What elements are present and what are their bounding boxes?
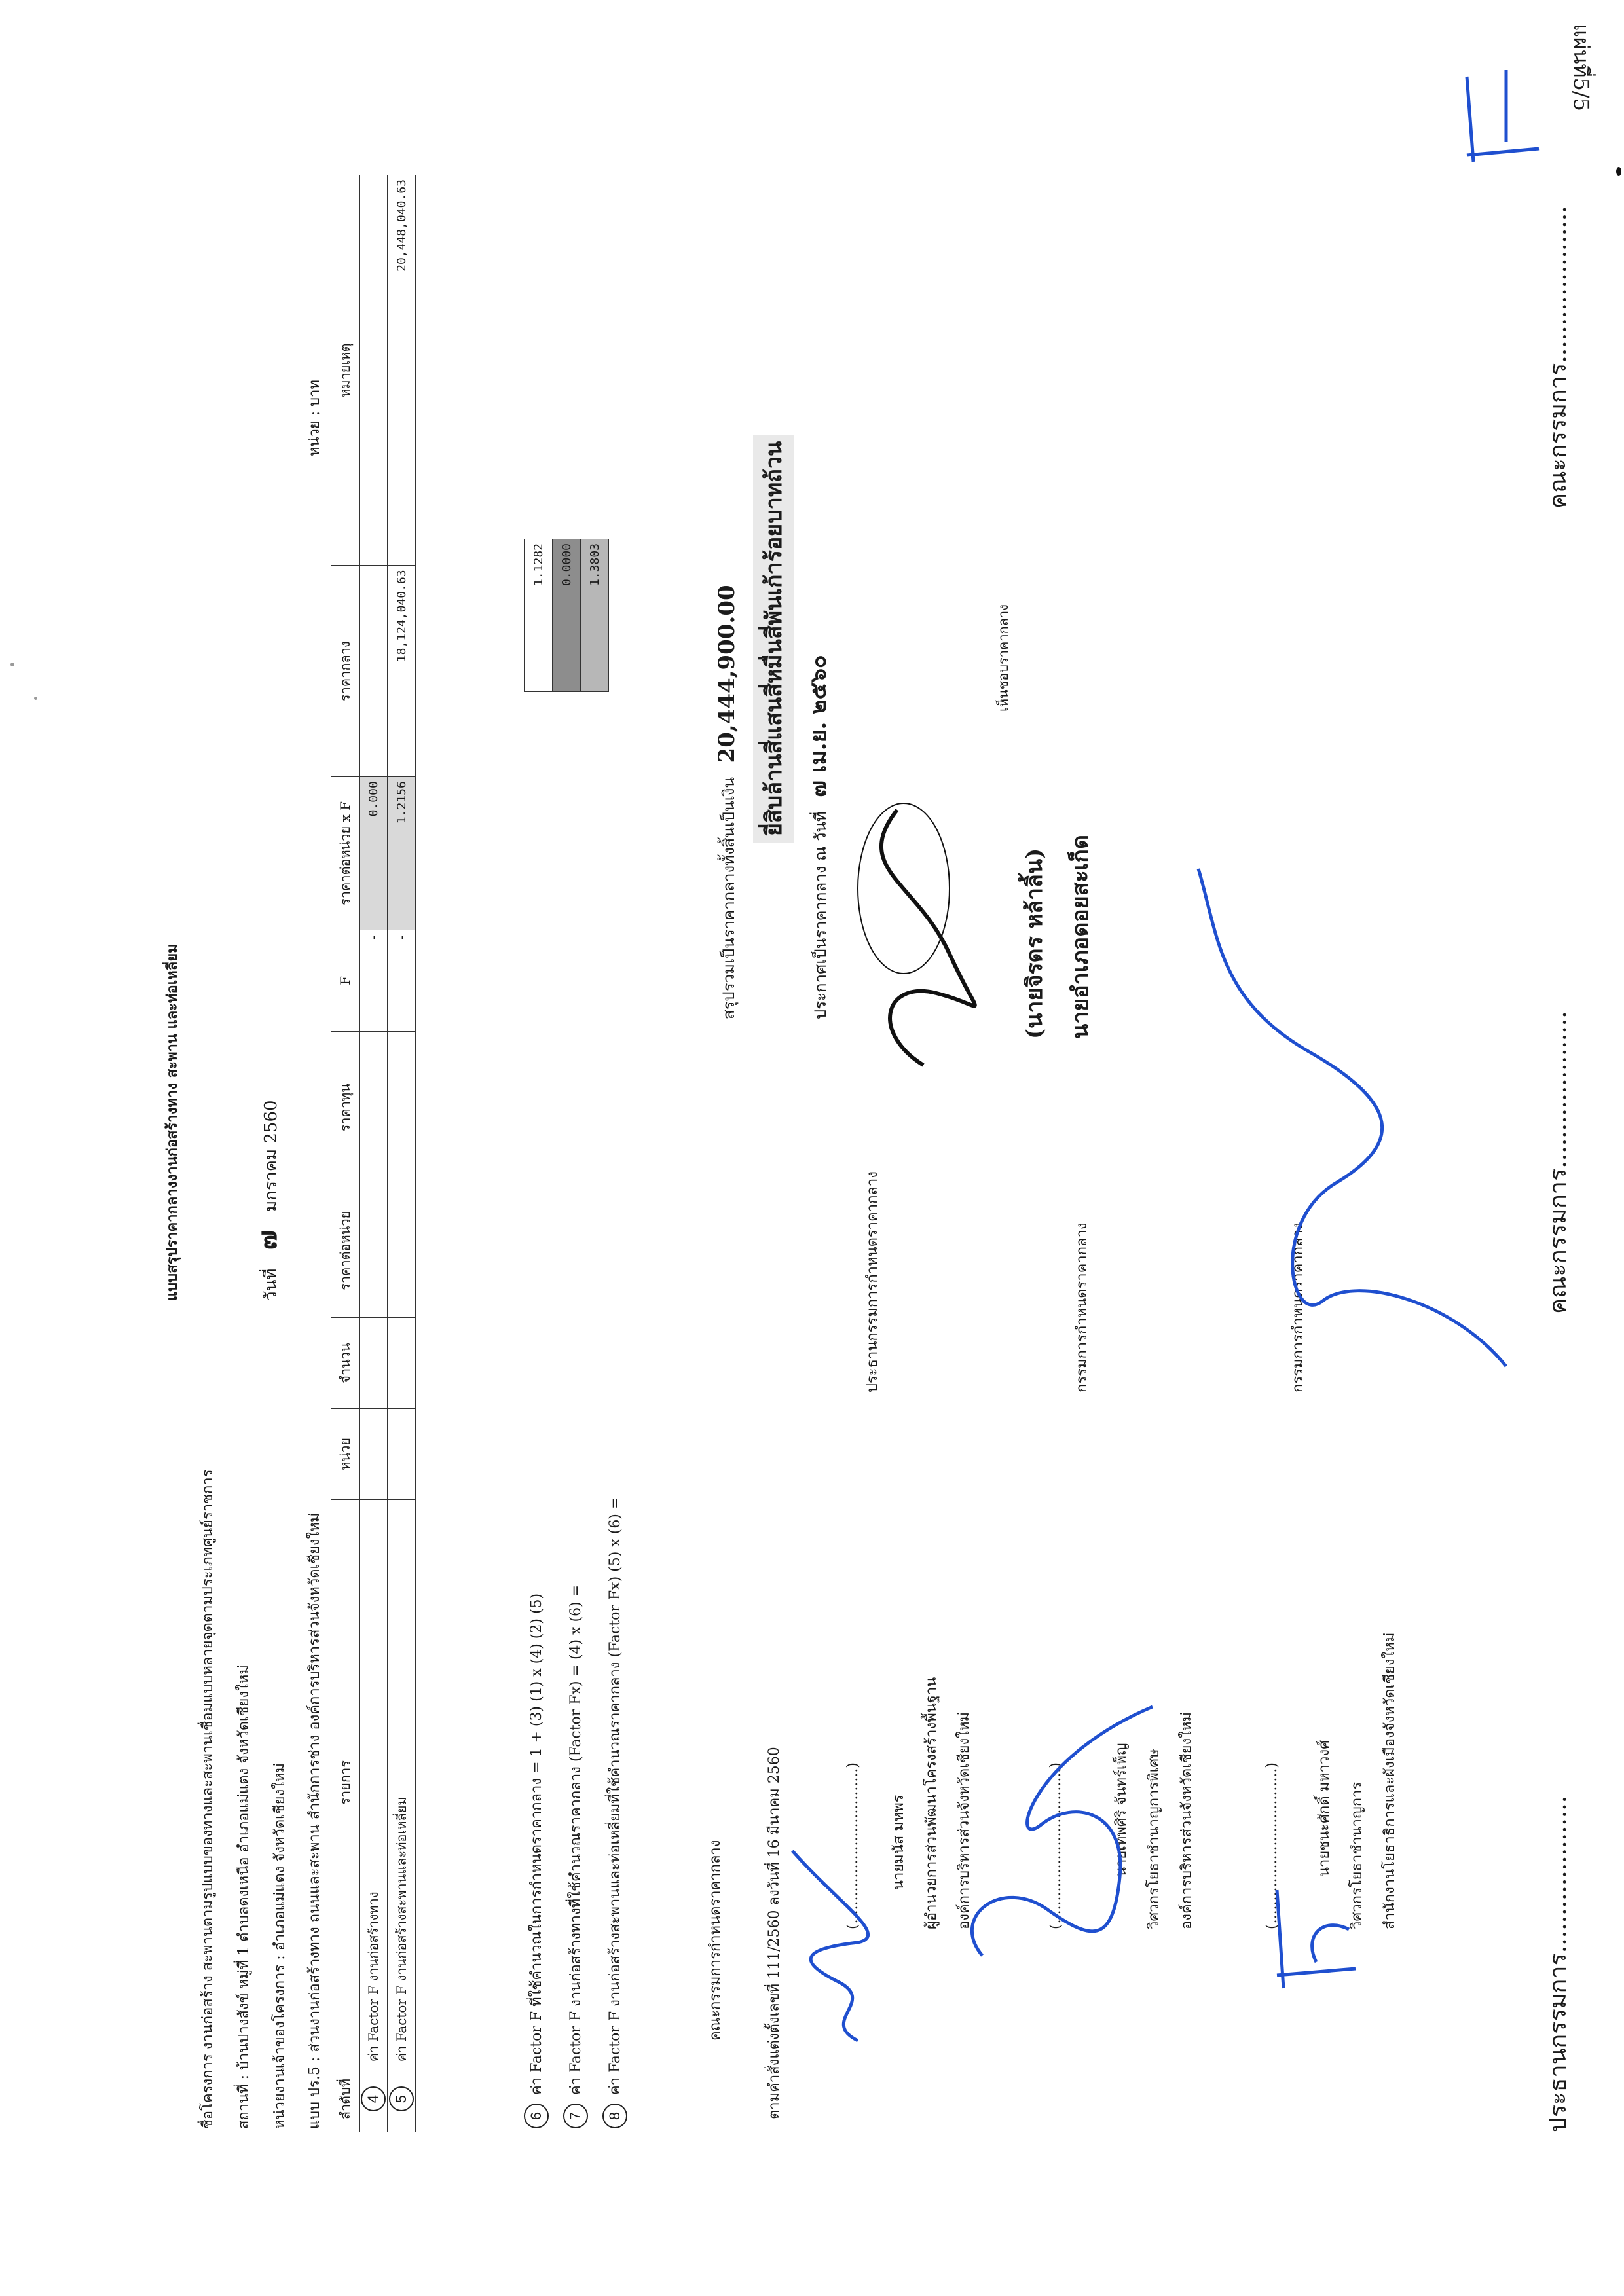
col-base-cost: ราคาทุน <box>331 1032 360 1184</box>
member-name: นายมนัส มหพร <box>891 1795 907 1890</box>
total-in-words: ยี่สิบล้านสี่แสนสี่หมื่นสี่พันเก้าร้อยบาทถ้วน <box>753 435 794 843</box>
table-row <box>360 175 388 2132</box>
total-row <box>714 585 741 1019</box>
col-unit-price: ราคาต่อหน่วย <box>331 1184 360 1317</box>
factor-7-value: 0.0000 <box>553 539 581 692</box>
fx-value: 0.000 <box>360 777 388 930</box>
signature-footer <box>1192 856 1532 1379</box>
row-number: 4 <box>361 2086 386 2111</box>
unit-label: หน่วย : บาท <box>306 379 323 456</box>
col-no: ลำดับที่ <box>331 2066 360 2132</box>
col-f: F <box>331 930 360 1031</box>
empty-cell <box>388 1318 416 1409</box>
member-role: กรรมการกำหนดราคากลาง <box>1074 1222 1090 1393</box>
fx-value: 1.2156 <box>388 777 416 930</box>
member-name: นายชนะศักดิ์ มหาวงศ์ <box>1316 1740 1333 1877</box>
member-position: วิศวกรโยธาชำนาญการ <box>1349 1781 1365 1929</box>
member-org: องค์การบริหารส่วนจังหวัดเชียงใหม่ <box>956 1711 972 1929</box>
col-unit-price-f: ราคาต่อหน่วย x F <box>331 777 360 930</box>
total-value: 20,444,900.00 <box>714 585 740 763</box>
formula-8 <box>602 1497 627 2132</box>
signature-chair <box>779 1838 910 2047</box>
col-median-price: ราคากลาง <box>331 566 360 777</box>
empty-cell <box>360 1409 388 1499</box>
formula-6 <box>524 1594 549 2132</box>
signer-position: นายอำเภอดอยสะเก็ด <box>1067 835 1094 1039</box>
project-name: ชื่อโครงการ งานก่อสร้าง สะพานตามรูปแบบของทางและสะพานเชื่อมแบบหลายจุดตามประเภทศูนย์ราชการ <box>200 1469 216 2129</box>
table-row <box>388 175 416 2132</box>
form-by: แบบ ปร.5 : ส่วนงานก่อสร้างทาง ถนนและสะพาน สำนักการช่าง องค์การบริหารส่วนจังหวัดเชียงใหม่ <box>306 1512 323 2129</box>
signature-member2 <box>1264 1877 1369 1995</box>
col-item: รายการ <box>331 1499 360 2066</box>
row-number: 5 <box>389 2086 414 2111</box>
member-sig-line: (..................................) <box>845 1762 861 1929</box>
cost-value: 18,124,040.63 <box>388 566 416 777</box>
member-position: ผู้อำนวยการส่วนพัฒนาโครงสร้างพื้นฐาน <box>923 1677 940 1929</box>
formula-7 <box>563 1585 588 2132</box>
col-note: หมายเหตุ <box>331 175 360 566</box>
signature-mayor <box>825 790 1008 1085</box>
total-label: สรุปรวมเป็นราคากลางทั้งสิ้นเป็นเงิน <box>720 777 738 1019</box>
note-value: 20,448,040.63 <box>388 175 416 566</box>
note-value <box>360 175 388 566</box>
announce-label: ประกาศเป็นราคากลาง ณ วันที่ <box>811 811 830 1019</box>
page-number: แผ่นที่5/5 <box>1569 24 1594 111</box>
announce-date: ๗ เม.ย. ๒๕๖๐ <box>805 655 832 797</box>
cost-value <box>360 566 388 777</box>
form-title: แบบสรุปราคากลางงานก่อสร้างทาง สะพาน และท่อเหลี่ยม <box>164 943 181 1301</box>
member-role: ประธานกรรมการกำหนดราคากลาง <box>864 1171 881 1393</box>
formula-number: 7 <box>563 2104 588 2128</box>
factor-8-value: 1.3803 <box>581 539 609 692</box>
f-cell: - <box>360 930 388 1031</box>
unit-owner: หน่วยงานเจ้าของโครงการ : อำเภอแม่แตง จังหวัดเชียงใหม่ <box>272 1763 288 2129</box>
empty-cell <box>360 1318 388 1409</box>
empty-cell <box>388 1032 416 1184</box>
footer-chair: ประธานกรรมการ..................... <box>1545 1795 1572 2132</box>
f-cell: - <box>388 930 416 1031</box>
member-name: นายเทพศิริ จันทร์เพ็ญ <box>1113 1743 1130 1877</box>
empty-cell <box>388 1184 416 1317</box>
signature-footer-small <box>1454 64 1552 168</box>
formula-number: 8 <box>602 2104 627 2128</box>
member-sig-line: (..................................) <box>1264 1762 1280 1929</box>
date-row <box>252 1100 284 1301</box>
date-day: ๗ <box>252 1230 283 1250</box>
member-org: องค์การบริหารส่วนจังหวัดเชียงใหม่ <box>1179 1711 1195 1929</box>
empty-cell <box>360 1184 388 1317</box>
table-header-row <box>331 175 360 2132</box>
formula-text: ค่า Factor F ที่ใช้คำนวณในการกำหนดราคากลาง = 1 + (3) (1) x (4) (2) (5) <box>528 1593 545 2095</box>
approval-label: เห็นชอบราคากลาง <box>995 604 1011 712</box>
row-item: ค่า Factor F งานก่อสร้างสะพานและท่อเหลี่ยม <box>388 1499 416 2066</box>
committee-order: ตามคำสั่งแต่งตั้งเลขที่ 111/2560 ลงวันที่ 16 มีนาคม 2560 <box>766 1747 783 2119</box>
signer-name: (นายจิรดร หล้าลิ้น) <box>1022 848 1048 1039</box>
factor-results <box>524 539 609 692</box>
committee-heading: คณะกรรมการกำหนดราคากลาง <box>707 1840 724 2041</box>
price-table <box>331 175 416 2132</box>
member-role: กรรมการกำหนดราคากลาง <box>1290 1222 1306 1393</box>
row-item: ค่า Factor F งานก่อสร้างทาง <box>360 1499 388 2066</box>
member-org: สำนักงานโยธาธิการและผังเมืองจังหวัดเชียงใหม่ <box>1382 1632 1398 1929</box>
formula-text: ค่า Factor F งานก่อสร้างสะพานและท่อเหลี่ยมที่ใช้คำนวณราคากลาง (Factor Fx) (5) x (6) = <box>607 1497 623 2095</box>
col-unit: หน่วย <box>331 1409 360 1499</box>
project-location: สถานที่ : บ้านปางสังข์ หมู่ที่ 1 ตำบลดงเหนือ อำเภอแม่แตง จังหวัดเชียงใหม่ <box>236 1665 252 2129</box>
signature-member1 <box>943 1694 1166 1969</box>
empty-cell <box>360 1032 388 1184</box>
member-sig-line: (..................................) <box>1048 1762 1064 1929</box>
empty-cell <box>388 1409 416 1499</box>
member-position: วิศวกรโยธาชำนาญการพิเศษ <box>1146 1749 1162 1929</box>
col-qty: จำนวน <box>331 1318 360 1409</box>
footer-member2: คณะกรรมการ..................... <box>1545 206 1572 509</box>
formula-number: 6 <box>524 2104 549 2128</box>
formula-text: ค่า Factor F งานก่อสร้างทางที่ใช้คำนวณราคากลาง (Factor Fx) = (4) x (6) = <box>568 1584 584 2095</box>
date-month-year: มกราคม 2560 <box>261 1100 281 1212</box>
row-no-cell <box>388 2066 416 2132</box>
row-no-cell <box>360 2066 388 2132</box>
factor-6-value: 1.1282 <box>525 539 553 692</box>
date-label: วันที่ <box>261 1268 281 1301</box>
footer-member1: คณะกรรมการ..................... <box>1545 1011 1572 1314</box>
